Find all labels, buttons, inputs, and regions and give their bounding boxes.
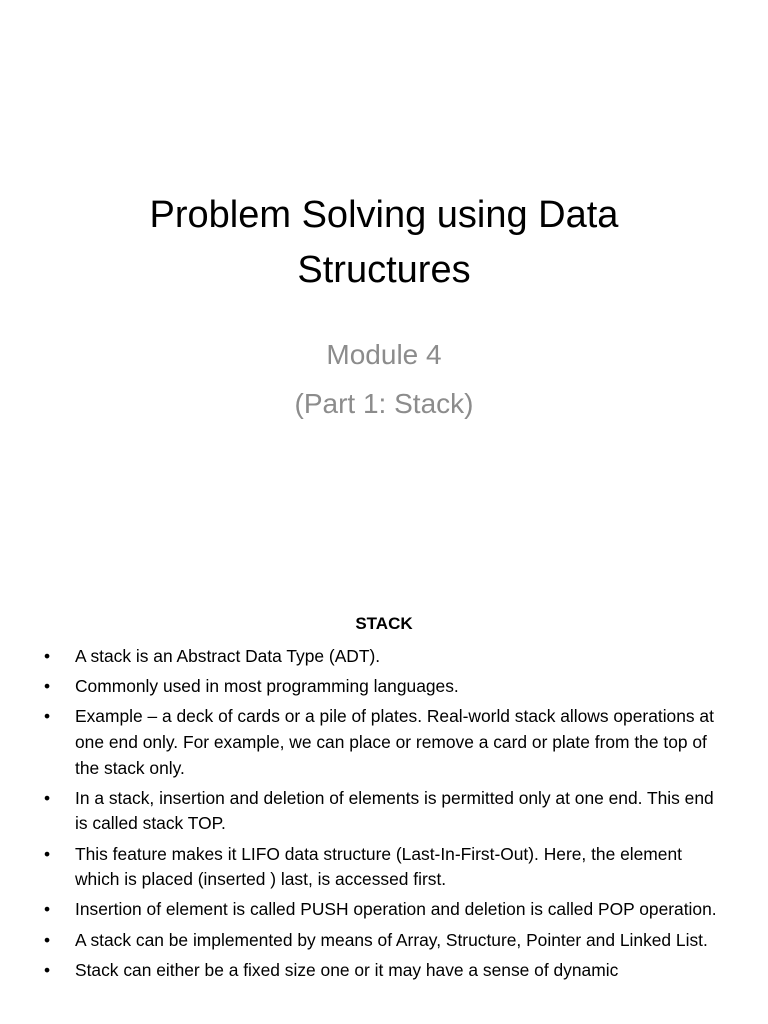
list-item <box>40 704 730 781</box>
list-item <box>40 842 730 893</box>
subtitle-part-line: (Part 1: Stack) <box>294 388 474 419</box>
slide-subtitle <box>60 330 708 428</box>
bullet-icon: • <box>44 787 51 808</box>
list-item <box>40 958 730 984</box>
list-item <box>40 928 730 954</box>
bullet-icon: • <box>44 959 51 980</box>
list-item <box>40 897 730 923</box>
bullet-text: This feature makes it LIFO data structure (Last-In-First-Out). Here, the element which is placed (inserted ) last, is accessed first. <box>75 843 682 890</box>
bullet-icon: • <box>44 646 51 666</box>
bullet-text: Stack can either be a fixed size one or it may have a sense of dynamic <box>75 959 619 980</box>
bullet-text: Example – a deck of cards or a pile of plates. Real-world stack allows operations at one end only. For example, we can place or remove a card or plate from the top of the stack only. <box>75 706 714 778</box>
section-heading: STACK <box>355 614 413 633</box>
bullet-text: A stack can be implemented by means of Array, Structure, Pointer and Linked List. <box>75 929 708 950</box>
list-item <box>40 644 730 670</box>
bullet-list <box>40 644 730 988</box>
bullet-text: Insertion of element is called PUSH operation and deletion is called POP operation. <box>75 899 717 920</box>
bullet-text: A stack is an Abstract Data Type (ADT). <box>75 646 381 666</box>
bullet-icon: • <box>44 899 51 920</box>
subtitle-module-line: Module 4 <box>326 339 442 370</box>
bullet-text: Commonly used in most programming languages. <box>75 676 459 697</box>
list-item <box>40 674 730 700</box>
bullet-icon: • <box>44 706 51 727</box>
bullet-icon: • <box>44 843 51 864</box>
bullet-icon: • <box>44 929 51 950</box>
slide-title: Problem Solving using Data Structures <box>149 194 619 291</box>
bullet-text: In a stack, insertion and deletion of elements is permitted only at one end. This end is called stack TOP. <box>75 787 714 834</box>
list-item <box>40 786 730 837</box>
bullet-icon: • <box>44 676 51 697</box>
